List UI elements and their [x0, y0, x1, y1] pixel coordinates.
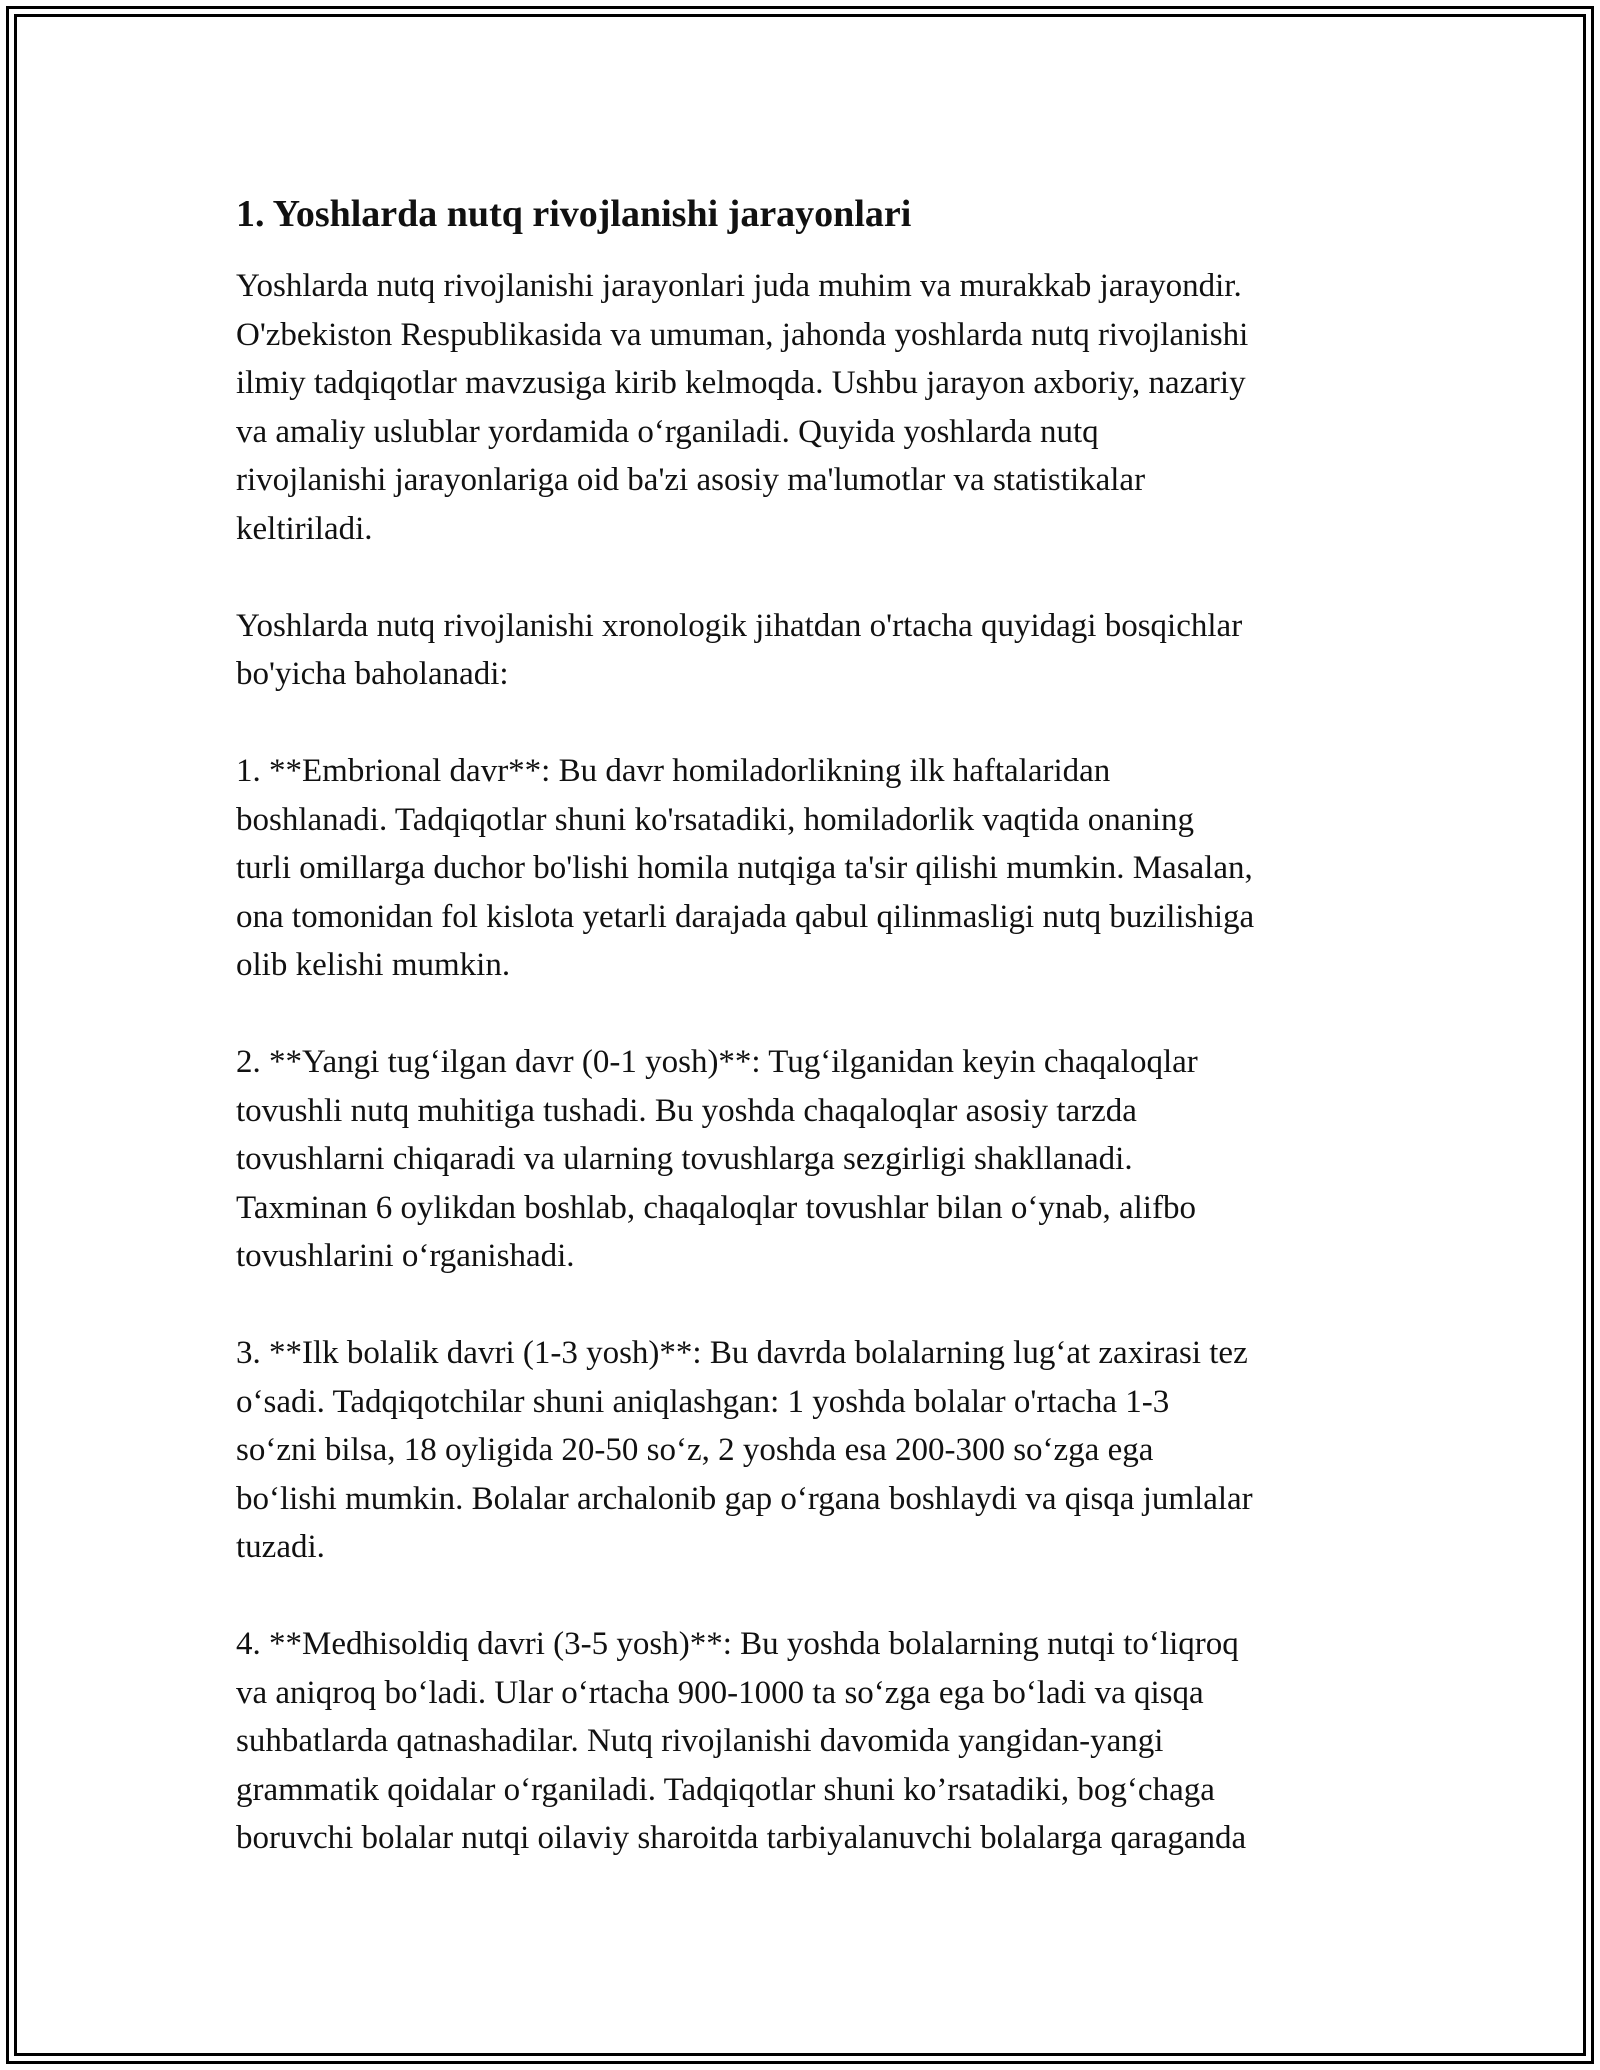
paragraph-stage-1: [236, 747, 1376, 990]
text-line: rivojlanishi jarayonlariga oid ba'zi asosiy ma'lumotlar va statistikalar: [236, 462, 1146, 498]
text-line: tovushli nutq muhitiga tushadi. Bu yoshda chaqaloqlar asosiy tarzda: [236, 1092, 1137, 1129]
text-line: 3. **Ilk bolalik davri (1-3 yosh)**: Bu davrda bolalarning lug‘at zaxirasi tez: [236, 1335, 1248, 1371]
text-line: boruvchi bolalar nutqi oilaviy sharoitda tarbiyalanuvchi bolalarga qaraganda: [236, 1820, 1247, 1856]
text-line: Taxminan 6 oylikdan boshlab, chaqaloqlar tovushlar bilan o‘ynab, alifbo: [236, 1189, 1196, 1226]
text-line: Yoshlarda nutq rivojlanishi jarayonlari juda muhim va murakkab jarayondir.: [236, 268, 1242, 304]
text-line: tovushlarni chiqaradi va ularning tovushlarga sezgirligi shakllanadi.: [236, 1141, 1133, 1177]
text-line: ilmiy tadqiqotlar mavzusiga kirib kelmoqda. Ushbu jarayon axboriy, nazariy: [236, 365, 1246, 401]
text-line: olib kelishi mumkin.: [236, 947, 511, 983]
text-line: keltiriladi.: [236, 510, 373, 547]
text-line: va amaliy uslublar yordamida o‘rganiladi. Quyida yoshlarda nutq: [236, 413, 1099, 450]
text-line: tuzadi.: [236, 1529, 325, 1565]
text-line: so‘zni bilsa, 18 oyligida 20-50 so‘z, 2 yoshda esa 200-300 so‘zga ega: [236, 1432, 1154, 1468]
text-line: 4. **Medhisoldiq davri (3-5 yosh)**: Bu yoshda bolalarning nutqi to‘liqroq: [236, 1626, 1239, 1662]
paragraph-stage-2: [236, 1038, 1376, 1281]
text-line: ona tomonidan fol kislota yetarli darajada qabul qilinmasligi nutq buzilishiga: [236, 898, 1255, 935]
paragraph-stage-4: [236, 1620, 1376, 1863]
page-title: 1. Yoshlarda nutq rivojlanishi jarayonlari: [236, 193, 912, 235]
text-line: bo‘lishi mumkin. Bolalar archalonib gap o‘rgana boshlaydi va qisqa jumlalar: [236, 1480, 1253, 1517]
paragraph-intro: [236, 262, 1376, 553]
text-line: o‘sadi. Tadqiqotchilar shuni aniqlashgan: 1 yoshda bolalar o'rtacha 1-3: [236, 1383, 1170, 1420]
text-line: grammatik qoidalar o‘rganiladi. Tadqiqotlar shuni ko’rsatadiki, bog‘chaga: [236, 1771, 1215, 1808]
text-line: 1. **Embrional davr**: Bu davr homiladorlikning ilk haftalaridan: [236, 753, 1111, 789]
text-line: boshlanadi. Tadqiqotlar shuni ko'rsatadiki, homiladorlik vaqtida onaning: [236, 801, 1195, 838]
text-line: Yoshlarda nutq rivojlanishi xronologik jihatdan o'rtacha quyidagi bosqichlar: [236, 607, 1243, 644]
text-line: suhbatlarda qatnashadilar. Nutq rivojlanishi davomida yangidan-yangi: [236, 1723, 1164, 1759]
text-line: va aniqroq bo‘ladi. Ular o‘rtacha 900-1000 ta so‘zga ega bo‘ladi va qisqa: [236, 1674, 1204, 1711]
text-line: turli omillarga duchor bo'lishi homila nutqiga ta'sir qilishi mumkin. Masalan,: [236, 850, 1253, 886]
text-line: tovushlarini o‘rganishadi.: [236, 1238, 575, 1274]
text-line: O'zbekiston Respublikasida va umuman, jahonda yoshlarda nutq rivojlanishi: [236, 316, 1249, 353]
paragraph-stage-3: [236, 1329, 1376, 1572]
text-line: bo'yicha baholanadi:: [236, 656, 509, 692]
paragraph-stages-intro: [236, 602, 1376, 699]
document-body: [236, 188, 1376, 1911]
text-line: 2. **Yangi tug‘ilgan davr (0-1 yosh)**: Tug‘ilganidan keyin chaqaloqlar: [236, 1044, 1198, 1080]
